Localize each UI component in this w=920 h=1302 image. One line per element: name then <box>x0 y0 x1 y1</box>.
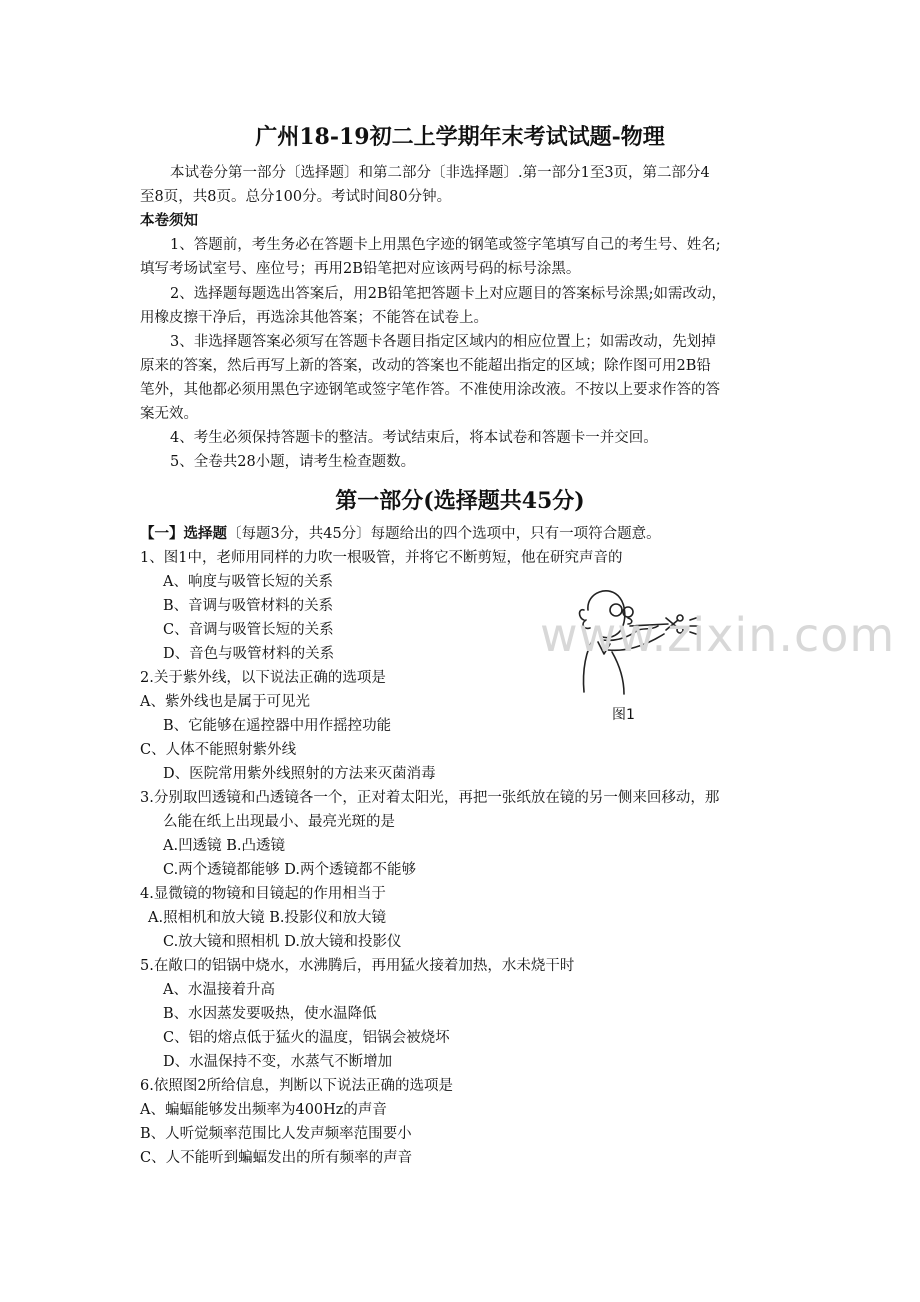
watermark: www.zixin.com <box>540 608 896 662</box>
option: C、音调与吸管长短的关系 <box>163 622 334 638</box>
option: A、水温接着升高 <box>163 982 275 998</box>
notice-line: 4、考生必须保持答题卡的整洁。考试结束后，将本试卷和答题卡一并交回。 <box>170 430 658 446</box>
question-stem: 6.依照图2所给信息，判断以下说法正确的选项是 <box>140 1078 454 1094</box>
notice-line: 填写考场试室号、座位号；再用2B铅笔把对应该两号码的标号涂黑。 <box>140 261 581 277</box>
question-stem-cont: 么能在纸上出现最小、最亮光斑的是 <box>163 814 395 830</box>
option: A、响度与吸管长短的关系 <box>163 574 333 590</box>
option: A.凹透镜 B.凸透镜 <box>163 838 285 854</box>
part-desc: 〔每题3分，共45分〕每题给出的四个选项中，只有一项符合题意。 <box>227 526 661 542</box>
notice-line: 案无效。 <box>140 406 198 422</box>
question-stem: 2.关于紫外线，以下说法正确的选项是 <box>140 670 386 686</box>
intro-line-1: 本试卷分第一部分〔选择题〕和第二部分〔非选择题〕.第一部分1至3页，第二部分4 <box>170 165 710 181</box>
figure-1-caption: 图1 <box>612 707 635 723</box>
option: D、音色与吸管材料的关系 <box>163 646 335 662</box>
section-title: 第一部分(选择题共45分) <box>335 488 585 514</box>
part-instructions <box>140 524 661 544</box>
notice-line: 用橡皮擦干净后，再选涂其他答案；不能答在试卷上。 <box>140 310 488 326</box>
intro-line-2: 至8页，共8页。总分100分。考试时间80分钟。 <box>140 189 452 205</box>
part-bracket: 【一】 <box>140 525 184 542</box>
notice-line: 笔外，其他都必须用黑色字迹钢笔或签字笔作答。不准使用涂改液。不按以上要求作答的答 <box>140 382 720 398</box>
option: B、水因蒸发要吸热，使水温降低 <box>163 1006 377 1022</box>
question-stem: 1、图1中，老师用同样的力吹一根吸管，并将它不断剪短，他在研究声音的 <box>140 550 623 566</box>
option: B、人听觉频率范围比人发声频率范围要小 <box>140 1126 412 1142</box>
part-label: 选择题 <box>183 525 227 542</box>
notice-heading: 本卷须知 <box>140 212 198 229</box>
option: D、医院常用紫外线照射的方法来灭菌消毒 <box>163 766 436 782</box>
option: C.放大镜和照相机 D.放大镜和投影仪 <box>163 934 402 950</box>
option: C.两个透镜都能够 D.两个透镜都不能够 <box>163 862 417 878</box>
notice-line: 1、答题前，考生务必在答题卡上用黑色字迹的钢笔或签字笔填写自己的考生号、姓名; <box>170 237 721 253</box>
option: C、人不能听到蝙蝠发出的所有频率的声音 <box>140 1150 413 1166</box>
question-stem: 5.在敞口的铝锅中烧水，水沸腾后，再用猛火接着加热，水未烧干时 <box>140 958 575 974</box>
question-stem: 4.显微镜的物镜和目镜起的作用相当于 <box>140 886 386 902</box>
notice-line: 2、选择题每题选出答案后，用2B铅笔把答题卡上对应题目的答案标号涂黑;如需改动， <box>170 286 726 302</box>
notice-line: 3、非选择题答案必须写在答题卡各题目指定区域内的相应位置上；如需改动，先划掉 <box>170 334 716 350</box>
option: A、紫外线也是属于可见光 <box>140 694 310 710</box>
question-stem: 3.分别取凹透镜和凸透镜各一个，正对着太阳光，再把一张纸放在镜的另一侧来回移动，那 <box>140 790 720 806</box>
option: D、水温保持不变，水蒸气不断增加 <box>163 1054 393 1070</box>
option: A.照相机和放大镜 B.投影仪和放大镜 <box>148 910 386 926</box>
notice-line: 原来的答案，然后再写上新的答案，改动的答案也不能超出指定的区域；除作图可用2B铅 <box>140 358 711 374</box>
option: A、蝙蝠能够发出频率为400Hz的声音 <box>140 1102 387 1118</box>
option: B、音调与吸管材料的关系 <box>163 598 334 614</box>
option: B、它能够在遥控器中用作摇控功能 <box>163 718 392 734</box>
option: C、铝的熔点低于猛火的温度，铝锅会被烧坏 <box>163 1030 450 1046</box>
option: C、人体不能照射紫外线 <box>140 742 297 758</box>
notice-line: 5、全卷共28小题，请考生检查题数。 <box>170 454 416 470</box>
document-title: 广州18-19初二上学期年末考试试题-物理 <box>255 124 665 150</box>
